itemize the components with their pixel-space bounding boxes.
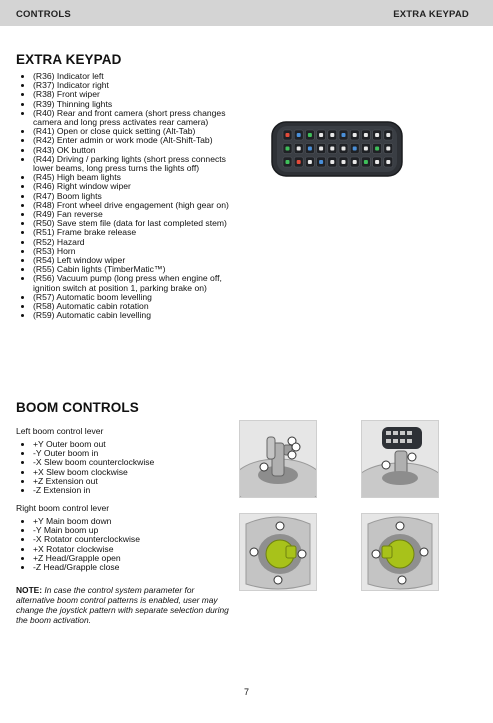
keypad-button-symbol xyxy=(353,160,357,164)
list-item: • (R41) Open or close quick setting (Alt-Tab) xyxy=(33,127,248,136)
header-right-title: EXTRA KEYPAD xyxy=(393,9,469,20)
list-item: • (R36) Indicator left xyxy=(33,72,248,81)
list-item: • (R52) Hazard xyxy=(33,238,248,247)
keypad-button-symbol xyxy=(308,147,312,151)
note-paragraph xyxy=(16,585,231,625)
list-item: • -Y Main boom up xyxy=(33,526,233,535)
list-item: • +Z Extension out xyxy=(33,477,233,486)
extra-keypad-image xyxy=(271,118,403,180)
keypad-button-symbol xyxy=(342,160,346,164)
keypad-button-symbol xyxy=(375,147,379,151)
list-item: • (R57) Automatic boom levelling xyxy=(33,293,248,302)
list-item: • (R50) Save stem file (data for last completed stem) xyxy=(33,219,248,228)
list-item: • (R58) Automatic cabin rotation xyxy=(33,302,248,311)
left-lever-photo-side xyxy=(239,420,317,498)
list-item: • (R53) Horn xyxy=(33,247,248,256)
keypad-button-symbol xyxy=(375,160,379,164)
right-lever-photo-left xyxy=(239,513,317,591)
header-left-title: CONTROLS xyxy=(16,9,71,20)
note-text: In case the control system parameter for alternative boom control patterns is enabled, user may change the joystick pattern with separate selection during the boom activation. xyxy=(16,585,229,625)
page-number: 7 xyxy=(243,687,249,697)
right-lever-photo-right xyxy=(361,513,439,591)
keypad-button-symbol xyxy=(342,147,346,151)
list-item: • -Z Head/Grapple close xyxy=(33,563,233,572)
list-item: • (R40) Rear and front camera (short press changes camera and long press activates rear camera) xyxy=(33,109,248,127)
list-item: • +X Rotator clockwise xyxy=(33,545,233,554)
keypad-button-symbol xyxy=(353,147,357,151)
left-lever-list xyxy=(16,440,233,495)
list-item: • (R49) Fan reverse xyxy=(33,210,248,219)
list-item: • (R45) High beam lights xyxy=(33,173,248,182)
list-item: • (R43) OK button xyxy=(33,146,248,155)
keypad-button-symbol xyxy=(319,147,323,151)
keypad-button-symbol xyxy=(386,133,390,137)
list-item: • (R54) Left window wiper xyxy=(33,256,248,265)
list-item: • (R42) Enter admin or work mode (Alt-Shift-Tab) xyxy=(33,136,248,145)
keypad-button-symbol xyxy=(297,147,301,151)
keypad-button-symbol xyxy=(319,160,323,164)
keypad-button-symbol xyxy=(353,133,357,137)
extra-keypad-heading: EXTRA KEYPAD xyxy=(16,52,122,67)
list-item: • (R38) Front wiper xyxy=(33,90,248,99)
left-lever-photo-keypad xyxy=(361,420,439,498)
keypad-button-symbol xyxy=(286,160,290,164)
list-item: • (R48) Front wheel drive engagement (high gear on) xyxy=(33,201,248,210)
keypad-button-symbol xyxy=(330,160,334,164)
list-item: • +Y Outer boom out xyxy=(33,440,233,449)
keypad-button-symbol xyxy=(308,133,312,137)
list-item: • +X Slew boom clockwise xyxy=(33,468,233,477)
keypad-button-symbol xyxy=(330,147,334,151)
list-item: • -X Rotator counterclockwise xyxy=(33,535,233,544)
keypad-button-symbol xyxy=(286,147,290,151)
list-item: • (R59) Automatic cabin levelling xyxy=(33,311,248,320)
list-item: • +Z Head/Grapple open xyxy=(33,554,233,563)
keypad-button-symbol xyxy=(386,160,390,164)
keypad-button-symbol xyxy=(297,133,301,137)
keypad-button-symbol xyxy=(330,133,334,137)
keypad-function-list xyxy=(16,72,248,320)
list-item: • -Y Outer boom in xyxy=(33,449,233,458)
keypad-button-symbol xyxy=(364,160,368,164)
keypad-button-symbol xyxy=(297,160,301,164)
keypad-button-symbol xyxy=(319,133,323,137)
right-lever-list xyxy=(16,517,233,572)
list-item: • (R44) Driving / parking lights (short press connects lower beams, long press turns the lights off) xyxy=(33,155,248,173)
list-item: • (R55) Cabin lights (TimberMatic™) xyxy=(33,265,248,274)
list-item: • +Y Main boom down xyxy=(33,517,233,526)
list-item: • (R46) Right window wiper xyxy=(33,182,248,191)
right-lever-label: Right boom control lever xyxy=(16,503,110,513)
list-item: • -Z Extension in xyxy=(33,486,233,495)
keypad-button-symbol xyxy=(308,160,312,164)
list-item: • (R39) Thinning lights xyxy=(33,100,248,109)
note-label: NOTE: xyxy=(16,585,43,595)
page-header xyxy=(0,0,493,26)
list-item: • (R47) Boom lights xyxy=(33,192,248,201)
keypad-button-symbol xyxy=(375,133,379,137)
list-item: • -X Slew boom counterclockwise xyxy=(33,458,233,467)
keypad-button-symbol xyxy=(386,147,390,151)
list-item: • (R51) Frame brake release xyxy=(33,228,248,237)
list-item: • (R37) Indicator right xyxy=(33,81,248,90)
left-lever-label: Left boom control lever xyxy=(16,426,104,436)
boom-controls-heading: BOOM CONTROLS xyxy=(16,400,139,415)
keypad-button-symbol xyxy=(364,133,368,137)
keypad-button-symbol xyxy=(342,133,346,137)
keypad-button-symbol xyxy=(364,147,368,151)
keypad-button-symbol xyxy=(286,133,290,137)
list-item: • (R56) Vacuum pump (long press when engine off, ignition switch at position 1, parking brake on) xyxy=(33,274,248,292)
